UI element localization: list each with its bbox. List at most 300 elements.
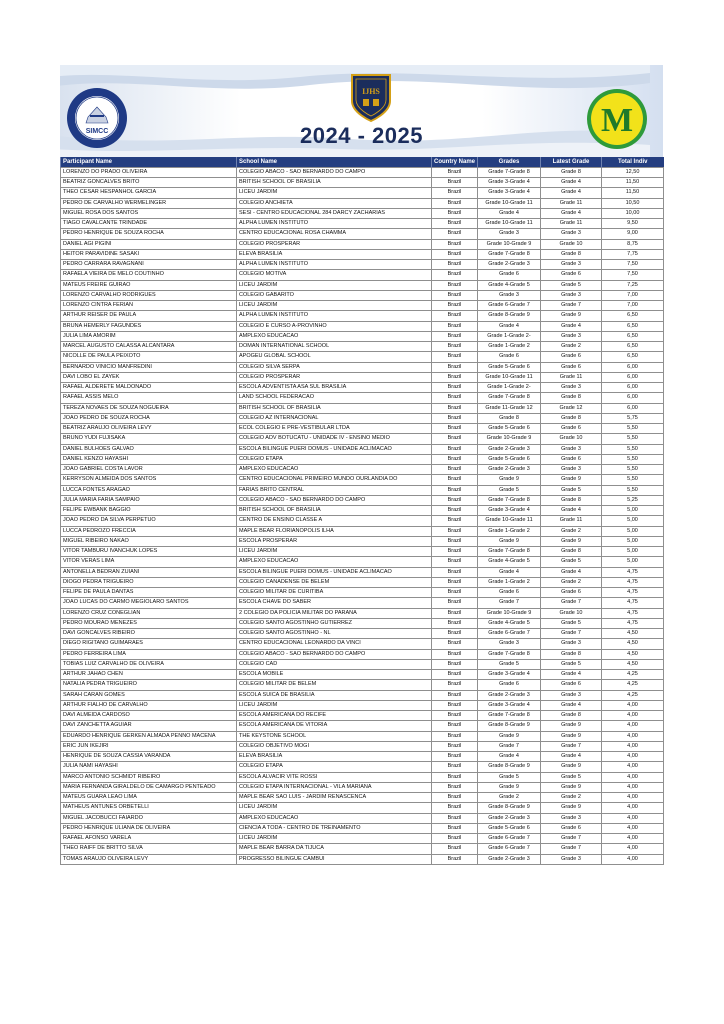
cell-grades: Grade 5-Grade 6 [478, 424, 541, 434]
cell-grades: Grade 2 [478, 793, 541, 803]
cell-school-name: MAPLE BEAR FLORIANOPOLIS ILHA [237, 526, 432, 536]
cell-latest-grade: Grade 7 [541, 598, 602, 608]
cell-country: Brazil [432, 813, 478, 823]
cell-latest-grade: Grade 7 [541, 301, 602, 311]
cell-participant-name: JOAO PEDRO DA SILVA PERPETUO [61, 516, 237, 526]
cell-grades: Grade 10-Grade 11 [478, 516, 541, 526]
cell-participant-name: TOMAS ARAUJO OLIVEIRA LEVY [61, 854, 237, 864]
table-row [61, 444, 664, 454]
cell-total-indiv: 4,25 [602, 690, 664, 700]
cell-country: Brazil [432, 762, 478, 772]
cell-participant-name: JULIA NAMI HAYASHI [61, 762, 237, 772]
cell-participant-name: ARTHUR REISER DE PAULA [61, 311, 237, 321]
cell-latest-grade: Grade 2 [541, 342, 602, 352]
cell-grades: Grade 2-Grade 3 [478, 444, 541, 454]
cell-grades: Grade 5 [478, 485, 541, 495]
cell-participant-name: MATEUS FREIRE GUIRAO [61, 280, 237, 290]
cell-school-name: SESI - CENTRO EDUCACIONAL 284 DARCY ZACHARIAS [237, 208, 432, 218]
table-row [61, 270, 664, 280]
cell-total-indiv: 7,00 [602, 301, 664, 311]
cell-grades: Grade 6-Grade 7 [478, 629, 541, 639]
cell-total-indiv: 6,50 [602, 331, 664, 341]
cell-latest-grade: Grade 3 [541, 465, 602, 475]
cell-country: Brazil [432, 249, 478, 259]
table-row [61, 413, 664, 423]
cell-participant-name: LORENZO CINTRA FERIAN [61, 301, 237, 311]
cell-latest-grade: Grade 3 [541, 229, 602, 239]
cell-latest-grade: Grade 6 [541, 454, 602, 464]
cell-participant-name: JOAO GABRIEL COSTA LAVOR [61, 465, 237, 475]
cell-latest-grade: Grade 6 [541, 270, 602, 280]
cell-participant-name: JULIA LIMA AMORIM [61, 331, 237, 341]
cell-country: Brazil [432, 516, 478, 526]
table-row [61, 680, 664, 690]
cell-latest-grade: Grade 10 [541, 434, 602, 444]
cell-grades: Grade 7 [478, 598, 541, 608]
cell-total-indiv: 4,00 [602, 721, 664, 731]
cell-participant-name: MARCEL AUGUSTO CALASSA ALCANTARA [61, 342, 237, 352]
cell-latest-grade: Grade 6 [541, 680, 602, 690]
cell-total-indiv: 4,00 [602, 782, 664, 792]
cell-school-name: FARIAS BRITO CENTRAL [237, 485, 432, 495]
cell-latest-grade: Grade 3 [541, 854, 602, 864]
table-row [61, 362, 664, 372]
cell-total-indiv: 4,00 [602, 772, 664, 782]
cell-school-name: ESCOLA PROSPERAR [237, 536, 432, 546]
ijhs-crest-icon [348, 71, 394, 123]
cell-grades: Grade 9 [478, 536, 541, 546]
cell-total-indiv: 6,50 [602, 311, 664, 321]
cell-latest-grade: Grade 7 [541, 741, 602, 751]
cell-grades: Grade 1-Grade 2- [478, 383, 541, 393]
table-row [61, 434, 664, 444]
cell-participant-name: TOBIAS LUIZ CARVALHO DE OLIVEIRA [61, 659, 237, 669]
cell-country: Brazil [432, 752, 478, 762]
cell-participant-name: MIGUEL JACOBUCCI FAIARDO [61, 813, 237, 823]
cell-latest-grade: Grade 4 [541, 321, 602, 331]
cell-country: Brazil [432, 198, 478, 208]
cell-school-name: LICEU JARDIM [237, 280, 432, 290]
cell-participant-name: BEATRIZ ARAUJO OLIVEIRA LEVY [61, 424, 237, 434]
cell-grades: Grade 3-Grade 4 [478, 670, 541, 680]
simcc-logo-text: SIMCC [85, 128, 109, 135]
cell-school-name: BRITISH SCHOOL OF BRASILIA [237, 403, 432, 413]
cell-school-name: COLEGIO MILITAR DE CURITIBA [237, 588, 432, 598]
cell-participant-name: MIGUEL RIBEIRO NAKAO [61, 536, 237, 546]
cell-school-name: CIENCIA A TODA - CENTRO DE TREINAMENTO [237, 823, 432, 833]
cell-school-name: CENTRO EDUCACIONAL ROSA CHAMMA [237, 229, 432, 239]
cell-grades: Grade 5-Grade 6 [478, 362, 541, 372]
cell-latest-grade: Grade 10 [541, 239, 602, 249]
cell-country: Brazil [432, 465, 478, 475]
cell-total-indiv: 5,00 [602, 557, 664, 567]
cell-school-name: COLEGIO SANTO AGOSTINHO GUTIERREZ [237, 618, 432, 628]
cell-participant-name: MARIA FERNANDA GIRALDELO DE CAMARGO PENTEADO [61, 782, 237, 792]
cell-total-indiv: 5,00 [602, 536, 664, 546]
column-header-country: Country Name [432, 157, 478, 167]
cell-participant-name: PEDRO DE CARVALHO WERMELINGER [61, 198, 237, 208]
cell-latest-grade: Grade 8 [541, 649, 602, 659]
cell-participant-name: PEDRO HENRIQUE ULIANA DE OLIVEIRA [61, 823, 237, 833]
cell-latest-grade: Grade 3 [541, 639, 602, 649]
table-row [61, 475, 664, 485]
cell-country: Brazil [432, 413, 478, 423]
cell-participant-name: DIEGO RIGITANO GUIMARAES [61, 639, 237, 649]
cell-school-name: PROGRESSO BILINGUE CAMBUI [237, 854, 432, 864]
cell-school-name: CENTRO DE ENSINO CLASSE A [237, 516, 432, 526]
cell-latest-grade: Grade 4 [541, 506, 602, 516]
cell-latest-grade: Grade 3 [541, 290, 602, 300]
cell-school-name: ESCOLA ALVACIR VITE ROSSI [237, 772, 432, 782]
cell-grades: Grade 10-Grade 11 [478, 198, 541, 208]
cell-total-indiv: 9,00 [602, 229, 664, 239]
table-row [61, 198, 664, 208]
cell-country: Brazil [432, 280, 478, 290]
cell-grades: Grade 2-Grade 3 [478, 690, 541, 700]
cell-country: Brazil [432, 383, 478, 393]
cell-participant-name: DANIEL AGI PIGINI [61, 239, 237, 249]
cell-country: Brazil [432, 803, 478, 813]
cell-school-name: ESCOLA SUICA DE BRASILIA [237, 690, 432, 700]
cell-participant-name: DANIEL BULHOES GALVAO [61, 444, 237, 454]
cell-total-indiv: 12,50 [602, 167, 664, 177]
cell-country: Brazil [432, 618, 478, 628]
cell-school-name: LICEU JARDIM [237, 301, 432, 311]
header-banner [60, 65, 663, 157]
cell-grades: Grade 7-Grade 8 [478, 393, 541, 403]
table-row [61, 280, 664, 290]
table-row [61, 547, 664, 557]
cell-country: Brazil [432, 301, 478, 311]
cell-latest-grade: Grade 5 [541, 618, 602, 628]
cell-latest-grade: Grade 8 [541, 413, 602, 423]
cell-school-name: COLEGIO AZ INTERNACIONAL [237, 413, 432, 423]
cell-latest-grade: Grade 9 [541, 762, 602, 772]
cell-grades: Grade 3 [478, 290, 541, 300]
cell-participant-name: PEDRO FERREIRA LIMA [61, 649, 237, 659]
cell-school-name: ESCOLA ADVENTISTA ASA SUL BRASILIA [237, 383, 432, 393]
cell-total-indiv: 5,50 [602, 454, 664, 464]
column-header-latest-grade: Latest Grade [541, 157, 602, 167]
cell-total-indiv: 5,50 [602, 424, 664, 434]
cell-country: Brazil [432, 536, 478, 546]
cell-total-indiv: 4,00 [602, 803, 664, 813]
cell-school-name: COLEGIO ABACO - SAO BERNARDO DO CAMPO [237, 649, 432, 659]
cell-grades: Grade 8-Grade 9 [478, 721, 541, 731]
cell-grades: Grade 2-Grade 3 [478, 813, 541, 823]
table-row [61, 711, 664, 721]
cell-total-indiv: 4,00 [602, 793, 664, 803]
table-header-row [61, 157, 664, 167]
cell-country: Brazil [432, 188, 478, 198]
cell-grades: Grade 9 [478, 475, 541, 485]
cell-grades: Grade 10-Grade 11 [478, 372, 541, 382]
cell-school-name: ESCOLA MOBILE [237, 670, 432, 680]
cell-country: Brazil [432, 260, 478, 270]
cell-participant-name: THEO RAIFF DE BRITTO SILVA [61, 844, 237, 854]
cell-total-indiv: 6,00 [602, 383, 664, 393]
cell-grades: Grade 7-Grade 8 [478, 495, 541, 505]
cell-total-indiv: 11,50 [602, 178, 664, 188]
cell-grades: Grade 11-Grade 12 [478, 403, 541, 413]
cell-school-name: COLEGIO ETAPA INTERNACIONAL - VILA MARIANA [237, 782, 432, 792]
cell-country: Brazil [432, 229, 478, 239]
table-row [61, 854, 664, 864]
table-row [61, 383, 664, 393]
table-row [61, 557, 664, 567]
cell-grades: Grade 4 [478, 321, 541, 331]
cell-participant-name: BRUNA HEMERLY FAGUNDES [61, 321, 237, 331]
table-row [61, 208, 664, 218]
cell-total-indiv: 7,75 [602, 249, 664, 259]
table-body [61, 167, 664, 864]
cell-participant-name: MARCO ANTONIO SCHMIDT RIBEIRO [61, 772, 237, 782]
cell-country: Brazil [432, 311, 478, 321]
cell-grades: Grade 10-Grade 9 [478, 239, 541, 249]
table-row [61, 342, 664, 352]
table-row [61, 331, 664, 341]
cell-country: Brazil [432, 485, 478, 495]
cell-total-indiv: 4,00 [602, 731, 664, 741]
cell-school-name: APOGEU GLOBAL SCHOOL [237, 352, 432, 362]
cell-school-name: COLEGIO E CURSO A-PROVINHO [237, 321, 432, 331]
cell-total-indiv: 4,00 [602, 762, 664, 772]
cell-school-name: DOMAN INTERNATIONAL SCHOOL [237, 342, 432, 352]
table-row [61, 372, 664, 382]
cell-country: Brazil [432, 649, 478, 659]
cell-school-name: LICEU JARDIM [237, 547, 432, 557]
cell-country: Brazil [432, 424, 478, 434]
cell-latest-grade: Grade 4 [541, 752, 602, 762]
cell-latest-grade: Grade 3 [541, 444, 602, 454]
cell-latest-grade: Grade 3 [541, 383, 602, 393]
cell-grades: Grade 6 [478, 352, 541, 362]
cell-grades: Grade 1-Grade 2- [478, 331, 541, 341]
cell-school-name: ESCOLA AMERICANA DO RECIFE [237, 711, 432, 721]
cell-latest-grade: Grade 3 [541, 260, 602, 270]
table-row [61, 577, 664, 587]
cell-school-name: CENTRO EDUCACIONAL LEONARDO DA VINCI [237, 639, 432, 649]
cell-total-indiv: 4,50 [602, 649, 664, 659]
cell-total-indiv: 4,75 [602, 608, 664, 618]
cell-school-name: COLEGIO CANADENSE DE BELEM [237, 577, 432, 587]
table-row [61, 629, 664, 639]
cell-participant-name: LUCCA PEDROZO FRECCIA [61, 526, 237, 536]
cell-participant-name: BERNARDO VINICIO MANFREDINI [61, 362, 237, 372]
cell-latest-grade: Grade 2 [541, 577, 602, 587]
cell-school-name: ESCOLA AMERICANA DE VITORIA [237, 721, 432, 731]
cell-country: Brazil [432, 167, 478, 177]
cell-latest-grade: Grade 8 [541, 547, 602, 557]
cell-latest-grade: Grade 8 [541, 711, 602, 721]
table-row [61, 424, 664, 434]
cell-total-indiv: 6,50 [602, 352, 664, 362]
cell-total-indiv: 4,00 [602, 844, 664, 854]
cell-school-name: COLEGIO PROSPERAR [237, 372, 432, 382]
table-row [61, 721, 664, 731]
cell-total-indiv: 4,00 [602, 854, 664, 864]
table-row [61, 403, 664, 413]
table-row [61, 260, 664, 270]
cell-participant-name: DAVI ZANCHETTA AGUIAR [61, 721, 237, 731]
cell-school-name: COLEGIO PROSPERAR [237, 239, 432, 249]
cell-total-indiv: 8,75 [602, 239, 664, 249]
cell-country: Brazil [432, 434, 478, 444]
cell-latest-grade: Grade 6 [541, 352, 602, 362]
cell-school-name: MAPLE BEAR BARRA DA TIJUCA [237, 844, 432, 854]
cell-total-indiv: 4,50 [602, 659, 664, 669]
cell-latest-grade: Grade 11 [541, 516, 602, 526]
cell-participant-name: RAFAEL ALDERETE MALDONADO [61, 383, 237, 393]
cell-country: Brazil [432, 844, 478, 854]
cell-latest-grade: Grade 4 [541, 208, 602, 218]
cell-grades: Grade 9 [478, 782, 541, 792]
cell-grades: Grade 6-Grade 7 [478, 834, 541, 844]
cell-country: Brazil [432, 680, 478, 690]
cell-latest-grade: Grade 9 [541, 311, 602, 321]
cell-school-name: AMPLEXO EDUCACAO [237, 557, 432, 567]
cell-country: Brazil [432, 567, 478, 577]
cell-school-name: ALPHA LUMEN INSTITUTO [237, 260, 432, 270]
cell-total-indiv: 5,50 [602, 465, 664, 475]
table-row [61, 465, 664, 475]
cell-latest-grade: Grade 9 [541, 782, 602, 792]
cell-country: Brazil [432, 557, 478, 567]
cell-participant-name: PEDRO HENRIQUE DE SOUZA ROCHA [61, 229, 237, 239]
cell-participant-name: LORENZO CARVALHO RODRIGUES [61, 290, 237, 300]
cell-school-name: COLEGIO MOTIVA [237, 270, 432, 280]
cell-participant-name: LUCCA FONTES ARAGAO [61, 485, 237, 495]
cell-school-name: COLEGIO ABACO - SAO BERNARDO DO CAMPO [237, 167, 432, 177]
cell-total-indiv: 5,50 [602, 485, 664, 495]
cell-country: Brazil [432, 506, 478, 516]
cell-total-indiv: 5,00 [602, 547, 664, 557]
cell-total-indiv: 4,00 [602, 711, 664, 721]
cell-country: Brazil [432, 495, 478, 505]
table-row [61, 239, 664, 249]
cell-grades: Grade 5-Grade 6 [478, 823, 541, 833]
cell-grades: Grade 3 [478, 229, 541, 239]
cell-participant-name: ERIC JUN IKEJIRI [61, 741, 237, 751]
table-row [61, 506, 664, 516]
cell-country: Brazil [432, 547, 478, 557]
cell-country: Brazil [432, 362, 478, 372]
cell-grades: Grade 7-Grade 8 [478, 167, 541, 177]
cell-latest-grade: Grade 8 [541, 393, 602, 403]
cell-country: Brazil [432, 598, 478, 608]
cell-school-name: ELEVA BRASILIA [237, 752, 432, 762]
cell-participant-name: JULIA MARIA FARIA SAMPAIO [61, 495, 237, 505]
table-row [61, 731, 664, 741]
cell-school-name: COLEGIO GABARITO [237, 290, 432, 300]
cell-total-indiv: 7,50 [602, 260, 664, 270]
table-row [61, 741, 664, 751]
cell-grades: Grade 3 [478, 639, 541, 649]
cell-country: Brazil [432, 577, 478, 587]
cell-country: Brazil [432, 475, 478, 485]
cell-participant-name: ANTONELLA BEDRAN ZUIANI [61, 567, 237, 577]
cell-latest-grade: Grade 4 [541, 178, 602, 188]
cell-total-indiv: 4,50 [602, 629, 664, 639]
cell-latest-grade: Grade 11 [541, 198, 602, 208]
cell-total-indiv: 5,00 [602, 506, 664, 516]
cell-latest-grade: Grade 3 [541, 331, 602, 341]
table-row [61, 495, 664, 505]
cell-country: Brazil [432, 208, 478, 218]
table-row [61, 844, 664, 854]
cell-grades: Grade 3-Grade 4 [478, 506, 541, 516]
cell-latest-grade: Grade 8 [541, 495, 602, 505]
cell-country: Brazil [432, 393, 478, 403]
cell-grades: Grade 5 [478, 659, 541, 669]
table-row [61, 649, 664, 659]
cell-total-indiv: 11,50 [602, 188, 664, 198]
cell-grades: Grade 4 [478, 567, 541, 577]
cell-school-name: LICEU JARDIM [237, 834, 432, 844]
cell-participant-name: VITOR TAMBURU IVANCHUK LOPES [61, 547, 237, 557]
cell-school-name: COLEGIO SANTO AGOSTINHO - NL [237, 629, 432, 639]
cell-country: Brazil [432, 741, 478, 751]
table-row [61, 639, 664, 649]
table-row [61, 352, 664, 362]
table-row [61, 167, 664, 177]
cell-total-indiv: 6,00 [602, 403, 664, 413]
cell-latest-grade: Grade 4 [541, 567, 602, 577]
cell-participant-name: JOAO LUCAS DO CARMO MEGIOLARO SANTOS [61, 598, 237, 608]
cell-total-indiv: 5,75 [602, 413, 664, 423]
cell-grades: Grade 8-Grade 9 [478, 803, 541, 813]
cell-participant-name: FELIPE DE PAULA DANTAS [61, 588, 237, 598]
cell-grades: Grade 8 [478, 413, 541, 423]
table-row [61, 311, 664, 321]
cell-participant-name: ARTHUR FIALHO DE CARVALHO [61, 700, 237, 710]
cell-country: Brazil [432, 659, 478, 669]
cell-grades: Grade 4-Grade 5 [478, 557, 541, 567]
table-row [61, 608, 664, 618]
cell-latest-grade: Grade 7 [541, 844, 602, 854]
cell-latest-grade: Grade 9 [541, 721, 602, 731]
cell-participant-name: KERRYSON ALMEIDA DOS SANTOS [61, 475, 237, 485]
cell-participant-name: HENRIQUE DE SOUZA CASSIA VARANDA [61, 752, 237, 762]
cell-participant-name: PEDRO CARRARA RAVAGNANI [61, 260, 237, 270]
cell-grades: Grade 2-Grade 3 [478, 854, 541, 864]
table-row [61, 793, 664, 803]
cell-grades: Grade 8-Grade 9 [478, 311, 541, 321]
cell-grades: Grade 7-Grade 8 [478, 249, 541, 259]
cell-participant-name: TIAGO CAVALCANTE TRINDADE [61, 219, 237, 229]
cell-total-indiv: 4,00 [602, 700, 664, 710]
cell-school-name: COLEGIO ADV BOTUCATU - UNIDADE IV - ENSINO MEDIO [237, 434, 432, 444]
table-row [61, 454, 664, 464]
cell-country: Brazil [432, 823, 478, 833]
cell-school-name: LICEU JARDIM [237, 700, 432, 710]
season-title: 2024 - 2025 [300, 123, 423, 148]
cell-total-indiv: 6,50 [602, 321, 664, 331]
cell-latest-grade: Grade 4 [541, 670, 602, 680]
cell-grades: Grade 10-Grade 9 [478, 434, 541, 444]
cell-total-indiv: 4,75 [602, 618, 664, 628]
cell-country: Brazil [432, 526, 478, 536]
cell-school-name: COLEGIO ETAPA [237, 454, 432, 464]
table-row [61, 536, 664, 546]
cell-country: Brazil [432, 834, 478, 844]
cell-country: Brazil [432, 219, 478, 229]
table-row [61, 178, 664, 188]
cell-country: Brazil [432, 690, 478, 700]
table-row [61, 762, 664, 772]
results-sheet [60, 65, 663, 865]
table-row [61, 516, 664, 526]
